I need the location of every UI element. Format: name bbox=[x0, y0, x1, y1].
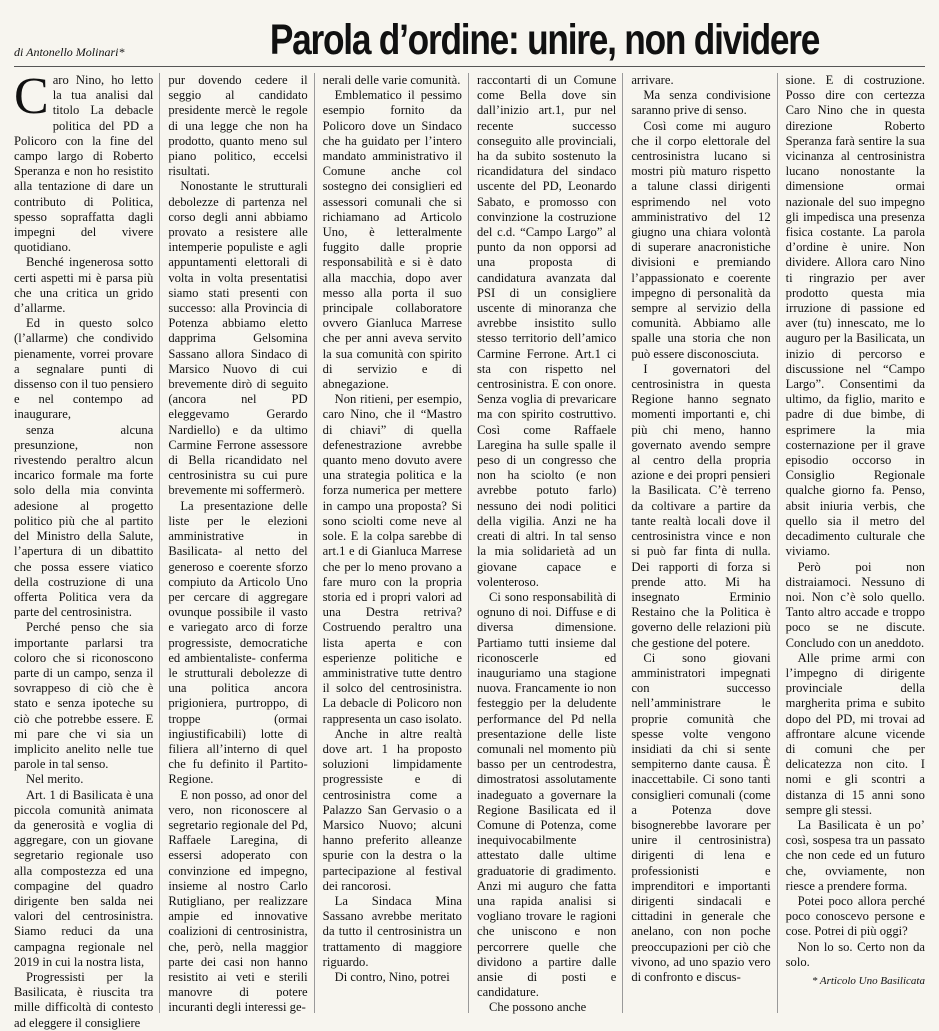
paragraph bbox=[168, 73, 307, 179]
paragraph bbox=[786, 894, 925, 940]
paragraph-text: aro Nino, ho letto la tua analisi dal titolo La debacle politica del PD a Policoro con la fine del campo largo di Roberto Speranza e non ho resistito alla tentazione di dare un contributo di Politica, spesso sopraffatta dagli impegni del vivere quotidiano. bbox=[14, 73, 154, 255]
paragraph-text: Art. 1 di Basilicata è una piccola comunità animata da generosità e voglia di aggregare, con un giovane segretario regionale uso alla compostezza ed una compagine del quadro dirigente ben salda nei valori del centrosinistra. Siamo reduci da una campagna regionale nel 2019 in cui la nostra lista, bbox=[14, 787, 154, 969]
paragraph-text: Che possono anche bbox=[488, 1000, 587, 1015]
paragraph-text: raccontarti di un Comune come Bella dove sin dall’inizio art.1, pur nel recente successo conseguito alle provinciali, ha da subito sostenuto la ricandidatura del sindaco uscente del PD, Leonardo Sabato, e promosso con convinzione la costruzione del c.d. “Campo Largo” al punto da non opporsi ad una proposta di candidatura avanzata dal PSI di un consigliere uscente di minoranza che avrebbe insistito sullo stesso territorio dell’amico Carmine Ferrone. Art.1 ci sta con rispetto nel centrosinistra. E con onore. Senza voglia di prevaricare ma con spirito costruttivo. Così come Raffaele Laregina ha sulle spalle il peso di un congresso che non ha sciolto (e non avrebbe potuto farlo) nessuno dei nodi politici della vigilia. Anzi ne ha creati di altri. In tal senso la mia solidarietà ad un giovane capace e volenteroso. bbox=[476, 73, 617, 589]
paragraph bbox=[14, 423, 153, 621]
paragraph-text: Ci sono giovani amministratori impegnati con successo nell’amministrare le proprie comunità che spesse volte vengono insidiati da chi si sente sempiterno dante causa. È inaccettabile. Ci sono tanti consiglieri comunali (come a Potenza dove bisognerebbe lavorare per unire il centrosinistra) dirigenti di lena e professionisti e imprenditori e importanti dirigenti sindacali e cittadini in generale che anelano, con non poche preoccupazioni per ciò che vivono, ad uno spazio vero di confronto e discus- bbox=[631, 650, 771, 984]
paragraph-text: Alle prime armi con l’impegno di dirigente provinciale della margherita prima e subito dopo del PD, mi trovai ad affrontare alcune vicende di comuni che per delicatezza non cito. I nomi e gli scontri a distanza di 15 anni sono sempre gli stessi. bbox=[785, 650, 925, 817]
paragraph-text: Nel merito. bbox=[26, 772, 84, 787]
author-byline: di Antonello Molinari* bbox=[14, 45, 125, 59]
paragraph bbox=[14, 316, 153, 422]
paragraph bbox=[14, 788, 153, 970]
text-column-2 bbox=[168, 73, 314, 1013]
paragraph-text: La Basilicata è un po’ così, sospesa tra un passato che non cede ed un futuro che, ovviamente, non riesce a prendere forma. bbox=[785, 817, 925, 893]
paragraph-text: Ci sono responsabilità di ognuno di noi. Diffuse e di diversa dimensione. Partiamo tutti insieme dal riconoscerle ed inauguriamo una stagione nuova. Francamente io non festeggio per la deludente performance del Pd nella presentazione delle liste comunali nel momento più basso per un centrodestra, dimostratosi assolutamente inadeguato a governare la Regione Basilicata ed il Comune di Potenza, come inequivocabilmente attestato dalle ultime graduatorie di gradimento. Anzi mi auguro che fatta una rapida analisi si vogliano trovare le ragioni che uniscono e non percorrere quelle che dividono a partire dalle ansie di posti e candidature. bbox=[476, 589, 617, 1000]
paragraph-text: Nonostante le strutturali debolezze di partenza nel corso degli anni abbiamo provato a resistere alle intemperie populiste e agli appuntamenti elettorali di volta in volta presentatisi siamo stati presenti con successo: alla Provincia di Potenza abbiamo eletto dapprima Gelsomina Sassano allora Sindaco di Marsico Nuovo di cui brevemente dirò di seguito (ancora nel PD eleggevamo Gerardo Nardiello) e da ultimo Carmine Ferrone assessore di Bella ricandidato nel centrosinistra su cui pure brevemente mi soffermerò. bbox=[168, 179, 308, 498]
paragraph-text: Non lo so. Certo non da solo. bbox=[785, 939, 925, 969]
paragraph-text: La presentazione delle liste per le elezioni amministrative in Basilicata- al netto del generoso e coerente sforzo compiuto da Articolo Uno per cercare di aggregare ovunque possibile il vasto e variegato arco di forze progressiste, democratiche ed ambientaliste- conferma le strutturali debolezze di una politica ancora prigioniera, purtroppo, di troppe (ormai ingiustificabili) lotte di filiera all’interno di quel che fu definito il Partito-Regione. bbox=[168, 498, 308, 787]
paragraph-text: sione. E di costruzione. Posso dire con certezza Caro Nino che in questa direzione Roberto Speranza farà sentire la sua vicinanza al centrosinistra lucano nonostante la dimensione ormai nazionale del suo impegno gli impedisca una presenza fisica costante. La parola d’ordine è unire. Non dividere. Allora caro Nino ti ringrazio per aver prodotto questa mia irruzione di passione ed aver (tu) innescato, me lo auguro per la Basilicata, un inizio di percorso e discussione nel “Campo Largo”. Consentimi da ultimo, da figlio, marito e padre di due bimbe, di esprimere la mia costernazione per il grave episodio occorso in Consiglio Regionale qualche giorno fa. Penso, absit iniuria verbis, che quello sia il metro del decadimento culturale che viviamo. bbox=[785, 73, 925, 559]
paragraph-text: I governatori del centrosinistra in questa Regione hanno segnato momenti importanti e, chi più chi meno, hanno governato avendo sempre al centro della propria azione e dei propri pensieri la Basilicata. C’è terreno da coltivare a partire da tante realtà locali dove il centrosinistra vince e non si può far finta di nulla. Dei rapporti di forza si prende atto. Mi ha insegnato Erminio Restaino che la Politica è governo delle relazioni più che gestione del potere. bbox=[631, 361, 771, 650]
paragraph bbox=[631, 88, 770, 118]
paragraph bbox=[477, 590, 616, 1000]
paragraph-text: Benché ingenerosa sotto certi aspetti mi è parsa più che una critica un grido d’allarme. bbox=[14, 255, 154, 316]
paragraph bbox=[786, 940, 925, 970]
paragraph-text: nerali delle varie comunità. bbox=[322, 73, 461, 87]
paragraph-text: Ma senza condivisione saranno prive di senso. bbox=[631, 88, 771, 118]
text-column-5 bbox=[631, 73, 777, 1013]
paragraph-text: Potei poco allora perché poco conoscevo persone e cose. Potrei di più oggi? bbox=[785, 893, 925, 939]
paragraph-text: pur dovendo cedere il seggio al candidato presidente mercè le regole di una legge che non ha prodotto, quanto meno sul piano politico, eccelsi risultati. bbox=[168, 73, 308, 179]
text-column-3 bbox=[323, 73, 469, 1013]
paragraph-text: Di contro, Nino, potrei bbox=[334, 969, 450, 984]
paragraph bbox=[323, 727, 462, 894]
paragraph-text: Perché penso che sia importante parlarsi tra coloro che si riconoscono parte di un campo, senza il sovrappeso di ciò che è stato e senza ipoteche su ciò che potrebbe essere. E mi pare che vi sia un implicito anelito nelle tue parole in tal senso. bbox=[14, 620, 154, 772]
paragraph-text: La Sindaca Mina Sassano avrebbe meritato da tutto il centrosinistra un trattamento di maggiore riguardo. bbox=[322, 893, 462, 969]
paragraph bbox=[168, 788, 307, 1016]
paragraph bbox=[14, 68, 154, 255]
paragraph bbox=[786, 651, 925, 818]
paragraph bbox=[168, 179, 307, 498]
paragraph bbox=[323, 894, 462, 970]
text-column-4 bbox=[477, 73, 623, 1013]
paragraph bbox=[14, 970, 153, 1031]
article-header bbox=[14, 8, 925, 67]
paragraph-text: Progressisti per la Basilicata, è riuscita tra mille difficoltà di contesto ad eleggere il consigliere bbox=[14, 969, 154, 1030]
paragraph bbox=[477, 73, 616, 590]
paragraph bbox=[168, 499, 307, 788]
paragraph-text: Non ritieni, per esempio, caro Nino, che il “Mastro di chiavi” di quella defenestrazione avrebbe quanto meno dovuto avere una strategia politica e la forza numerica per mettere in campo una proposta? Si sono sciolti come neve al sole. E la colpa sarebbe di art.1 e di Gianluca Marrese che per lo meno provano a fare muro con la propria storia ed i propri valori ad una Destra retriva? Costruendo peraltro una lista aperta e con esperienze politiche e amministrative tutte dentro il solco del centrosinistra. La debacle di Policoro non rappresenta un caso isolato. bbox=[322, 392, 462, 726]
author-affiliation: * Articolo Uno Basilicata bbox=[811, 974, 925, 987]
paragraph bbox=[14, 620, 153, 772]
article-body bbox=[14, 68, 925, 1030]
paragraph bbox=[323, 970, 462, 985]
paragraph-text: Però poi non distraiamoci. Nessuno di noi. Non c’è solo quello. Tanto altro accade e troppo poco se ne discute. Concludo con un aneddoto. bbox=[785, 559, 925, 650]
paragraph-text: Emblematico il pessimo esempio fornito da Policoro dove un Sindaco che ha guidato per l’intero mandato amministrativo il Comune anche col sostegno dei consiglieri ed assessori comunali che si richiamano ad Articolo Uno, è letteralmente fuggito dalle proprie responsabilità e si è dato alla macchia, dopo aver messo alla porta il suo principale collaboratore ovvero Gianluca Marrese che per anni aveva servito la sua comunità con spirito di servizio e di abnegazione. bbox=[322, 88, 462, 392]
text-column-1 bbox=[14, 68, 160, 1030]
drop-cap: C bbox=[14, 68, 49, 125]
paragraph bbox=[323, 392, 462, 726]
paragraph-text: Ed in questo solco (l’allarme) che condivido pienamente, vorrei provare a segnalare punti di dissenso con il tuo pensiero e nel contempo ad inaugurare, bbox=[14, 316, 154, 422]
paragraph-text: E non posso, ad onor del vero, non riconoscere al segretario regionale del Pd, Raffaele Laregina, di essersi adoperato con convinzione ed impegno, insieme al nostro Carlo Rutigliano, per realizzare ampie ed innovative coalizioni di centrosinistra, che, però, nella maggior parte dei casi non hanno resistito ai veti e sterili manovre di potere incuranti degli interessi ge- bbox=[168, 787, 308, 1015]
paragraph bbox=[631, 362, 770, 651]
paragraph bbox=[631, 119, 770, 362]
paragraph-text: Anche in altre realtà dove art. 1 ha proposto soluzioni limpidamente progressiste e di centrosinistra come a Palazzo San Gervasio o a Marsico Nuovo; alcuni hanno preferito alleanze spurie con la destra o la partecipazione al festival dei rancorosi. bbox=[322, 726, 462, 893]
paragraph bbox=[477, 1000, 616, 1015]
paragraph bbox=[786, 560, 925, 651]
paragraph bbox=[14, 772, 153, 787]
paragraph bbox=[786, 818, 925, 894]
paragraph bbox=[631, 651, 770, 985]
paragraph bbox=[323, 88, 462, 392]
paragraph bbox=[323, 73, 462, 88]
paragraph bbox=[786, 73, 925, 560]
paragraph bbox=[14, 255, 153, 316]
paragraph bbox=[631, 73, 770, 88]
paragraph-text: senza alcuna presunzione, non rivestendo peraltro alcun incarico formale ma forte solo della mia convinta adesione al progetto politico più che al partito del Ministro della Salute, l’apertura di un dibattito che possa essere viatico della costruzione di una offerta Politica vera da parte del centrosinistra. bbox=[14, 422, 154, 620]
article-title: Parola d’ordine: unire, non dividere bbox=[269, 16, 820, 64]
text-column-6 bbox=[786, 73, 925, 1013]
paragraph-text: arrivare. bbox=[631, 73, 674, 87]
paragraph-text: Così come mi auguro che il corpo elettorale del centrosinistra lucano si mostri più maturo rispetto a talune classi dirigenti esprimendo nel voto amministrativo del 12 giugno una chiara volontà di superare anacronistiche divisioni e premiando l’appassionato e coerente impegno di personalità da sempre al servizio della comunità. Abbiamo alle spalle una storia che non può essere disconosciuta. bbox=[631, 118, 771, 361]
